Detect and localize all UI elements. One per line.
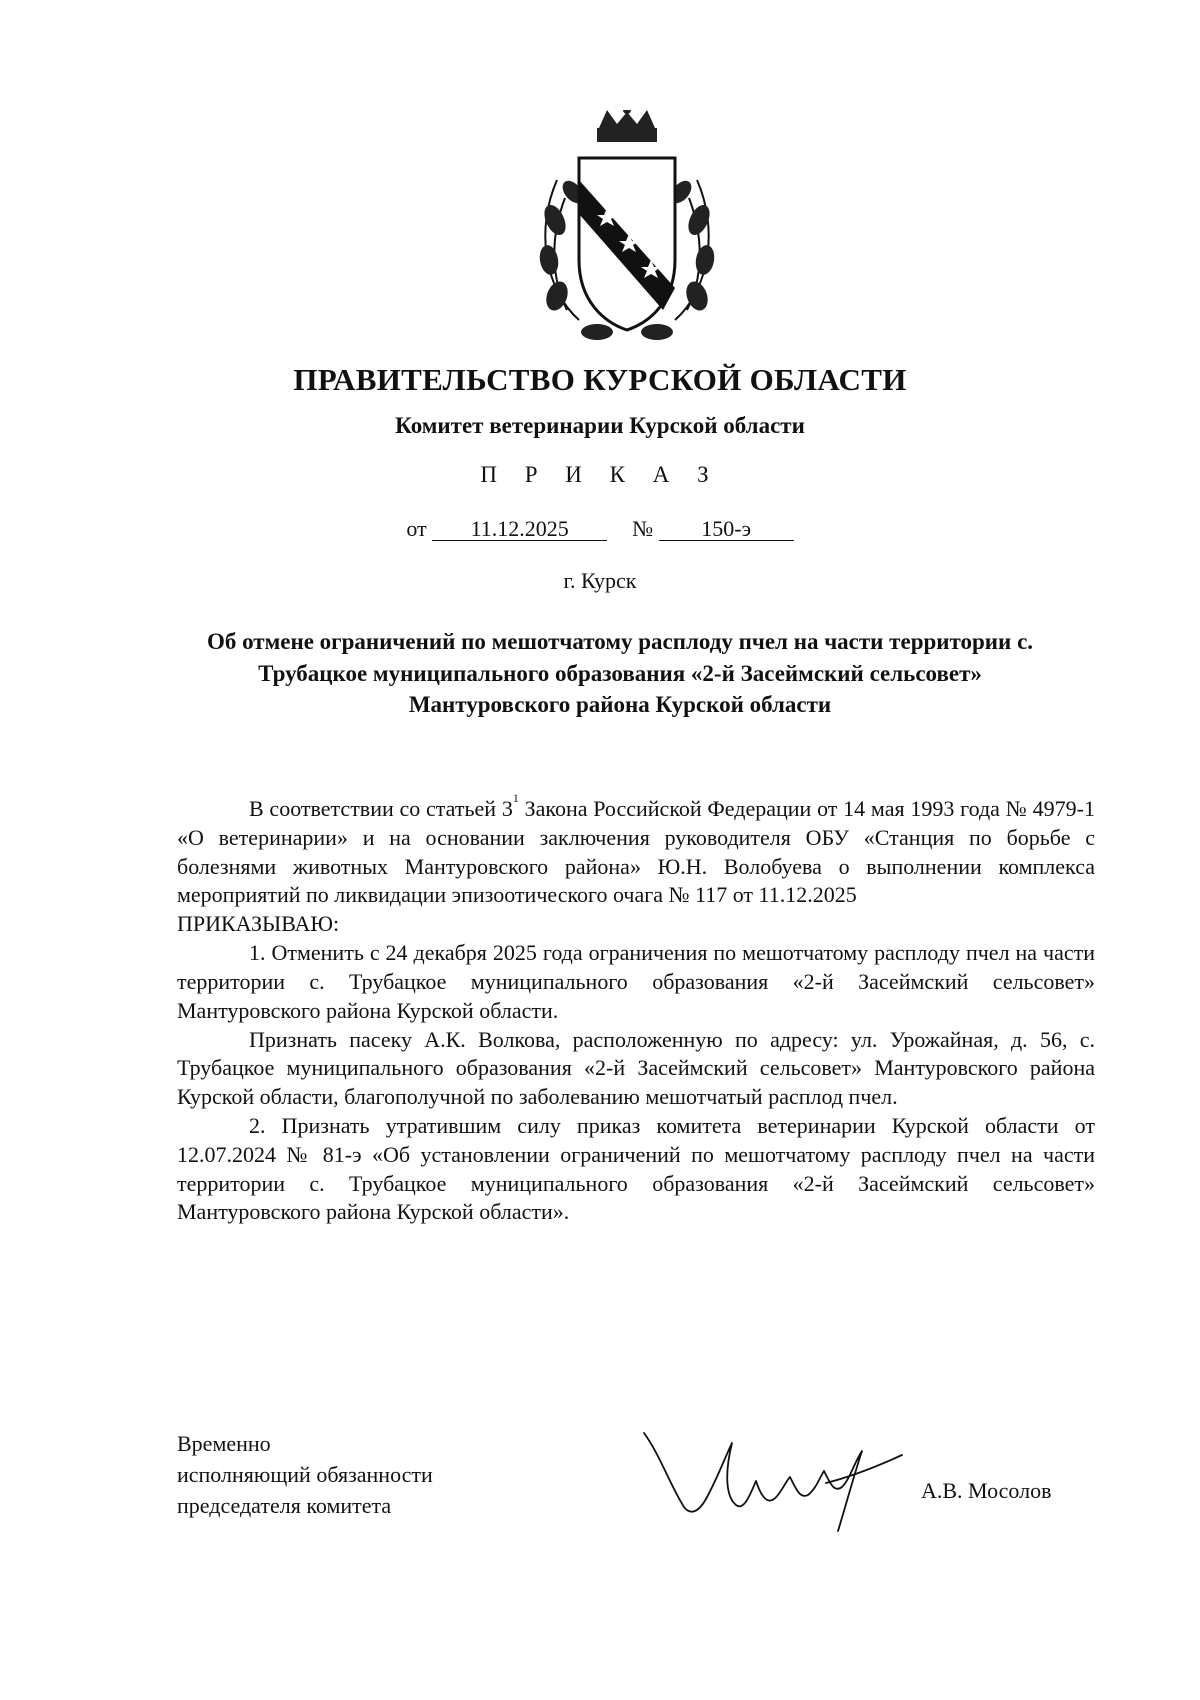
government-title: ПРАВИТЕЛЬСТВО КУРСКОЙ ОБЛАСТИ <box>293 362 907 397</box>
document-subject: Об отмене ограничений по мешотчатому расплоду пчел на части территории с. Трубацкое муниципального образования «2-й Засеймский сельсовет» Мантуровского района Курской области <box>206 629 1034 718</box>
preamble-text-cont: Закона Российской Федерации от 14 мая 1993 года № 4979-1 «О ветеринарии» и на основании заключения руководителя ОБУ «Станция по борьбе с болезнями животных Мантуровского района» Ю.Н. Волобуева о выполнении комплекса мероприятий по ликвидации эпизоотического очага № 117 от 11.12.2025 <box>177 796 1096 908</box>
document-type: П Р И К А З <box>480 462 720 487</box>
document-date: 11.12.2025 <box>432 517 607 541</box>
signatory-name: А.В. Мосолов <box>921 1478 1052 1503</box>
ordering-word: ПРИКАЗЫВАЮ: <box>177 911 340 937</box>
article-superscript: 1 <box>512 791 519 805</box>
number-prefix: № <box>632 516 654 541</box>
document-body <box>177 791 1096 1227</box>
city: г. Курск <box>563 568 637 593</box>
committee-title: Комитет ветеринарии Курской области <box>395 413 805 438</box>
order-item-1: 1. Отменить с 24 декабря 2025 года ограничения по мешотчатому расплоду пчел на части территории с. Трубацкое муниципального образования «2-й Засеймский сельсовет» Мантуровского района Курской области. <box>177 940 1095 1023</box>
signatory-role <box>177 1428 433 1521</box>
preamble-paragraph <box>177 791 1096 910</box>
order-item-1-sub: Признать пасеку А.К. Волкова, расположенную по адресу: ул. Урожайная, д. 56, с. Трубацкое муниципального образования «2-й Засеймский сельсовет» Мантуровского района Курской области, благополучной по заболеванию мешотчатый расплод пчел. <box>177 1026 1095 1110</box>
role-line: председателя комитета <box>177 1493 392 1519</box>
preamble-text: В соответствии со статьей 3 <box>249 796 513 821</box>
handwritten-signature <box>640 1415 905 1535</box>
document-number: 150-э <box>659 517 794 541</box>
coat-of-arms-icon <box>527 110 727 355</box>
order-item-2: 2. Признать утратившим силу приказ комитета ветеринарии Курской области от 12.07.2024 № 81-э «Об установлении ограничений по мешотчатому расплоду пчел на части территории с. Трубацкое муниципального образования «2-й Засеймский сельсовет» Мантуровского района Курской области». <box>177 1112 1095 1225</box>
date-prefix: от <box>406 516 427 541</box>
role-line: Временно <box>177 1431 271 1456</box>
role-line: исполняющий обязанности <box>177 1462 433 1488</box>
date-number-line <box>0 516 1200 542</box>
